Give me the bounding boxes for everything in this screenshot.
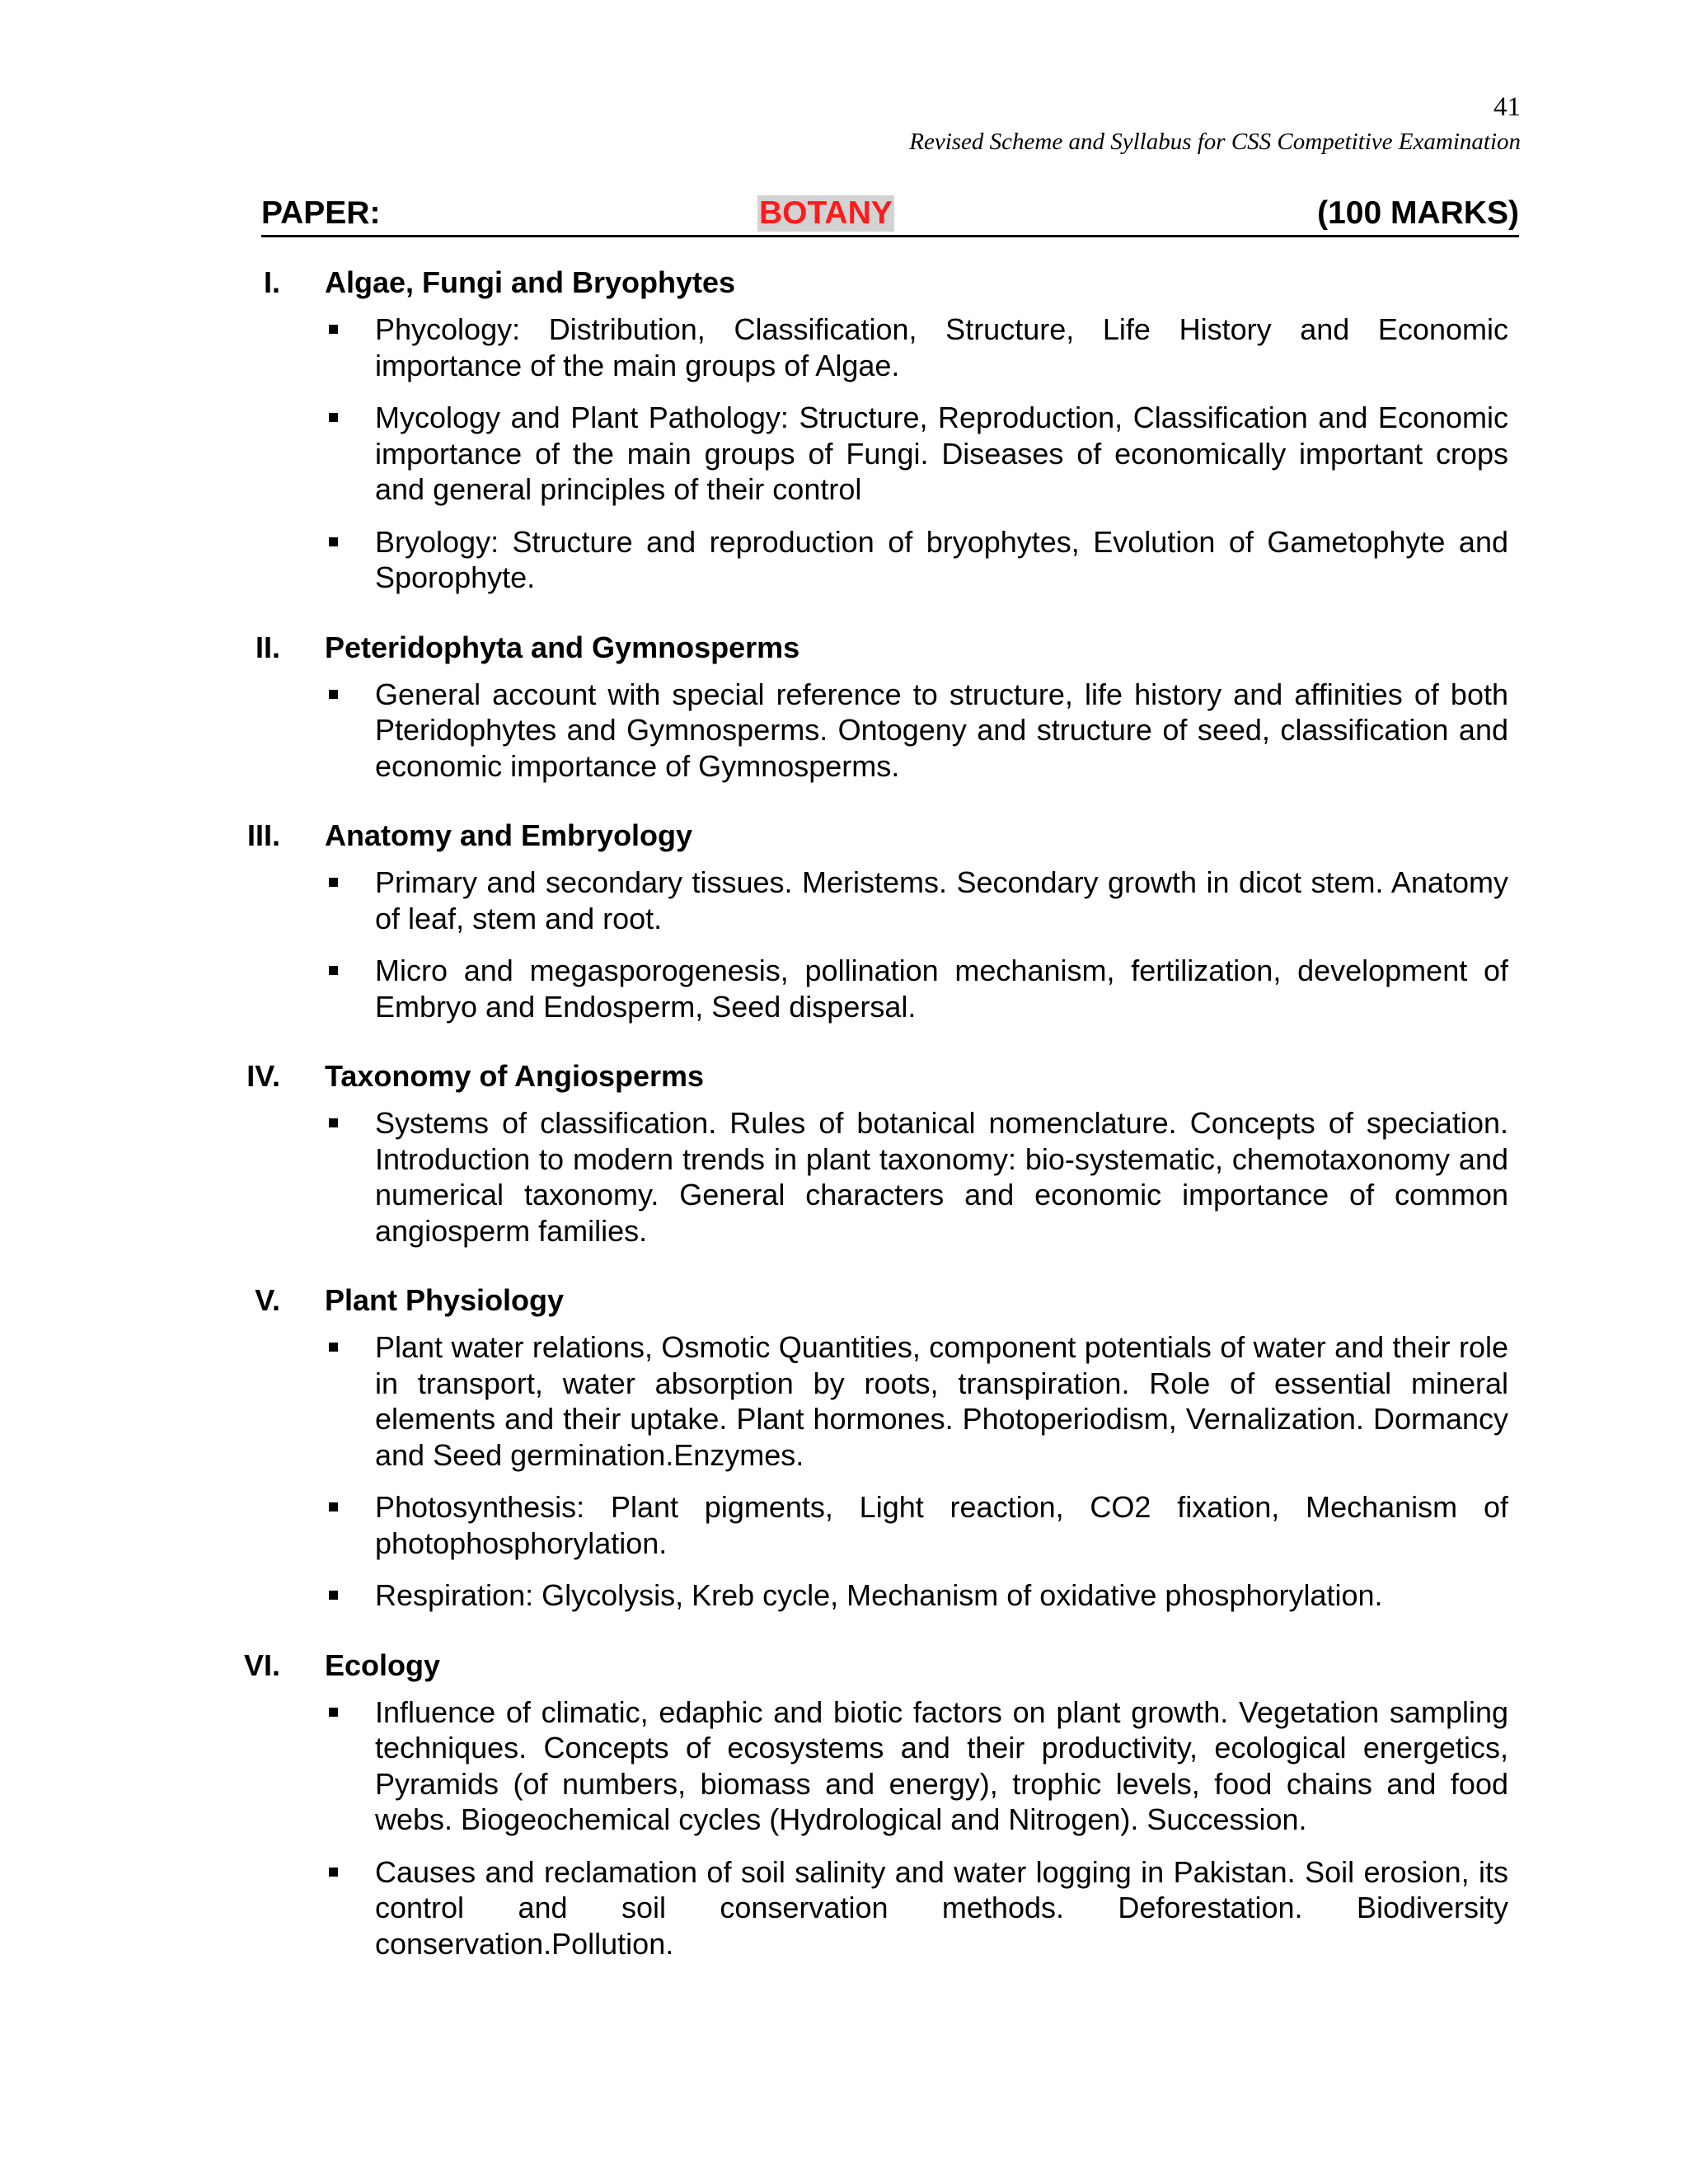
syllabus-section [239,262,1508,596]
section-title: Anatomy and Embryology [325,818,693,852]
square-bullet-icon [329,1502,338,1511]
square-bullet-icon [329,325,338,334]
section-heading [239,627,1508,668]
square-bullet-icon [329,878,338,887]
topic-text: Causes and reclamation of soil salinity and water logging in Pakistan. Soil erosion, its control and soil conservation methods. Deforestation. Biodiversity conservation.Pollution. [375,1854,1508,1961]
topic-text: General account with special reference to structure, life history and affinities of both Pteridophytes and Gymnosperms. Ontogeny and structure of seed, classification and economic importance of Gymnosperms. [375,677,1508,783]
section-title: Taxonomy of Angiosperms [325,1059,705,1093]
topic-text: Primary and secondary tissues. Meristems. Secondary growth in dicot stem. Anatomy of leaf, stem and root. [375,865,1508,935]
syllabus-section [239,815,1508,1024]
section-heading [239,1280,1508,1321]
paper-label: PAPER: [261,195,381,231]
syllabus-outline [239,262,1508,1993]
section-heading [239,815,1508,856]
topic-text: Respiration: Glycolysis, Kreb cycle, Mechanism of oxidative phosphorylation. [375,1578,1383,1612]
topic-item [239,1329,1508,1473]
section-numeral: VI. [243,1647,280,1682]
topic-item [239,400,1508,508]
section-title: Algae, Fungi and Bryophytes [325,265,736,299]
topic-text: Plant water relations, Osmotic Quantities, component potentials of water and their role in transport, water absorption by roots, transpiration. Role of essential mineral elements and their uptake. Plant hormones. Photoperiodism, Vernalization. Dormancy and Seed germination.Enzymes. [375,1330,1508,1472]
square-bullet-icon [329,1343,338,1352]
topic-item [239,312,1508,383]
topic-item [239,524,1508,596]
topic-list [239,1105,1508,1249]
square-bullet-icon [329,1708,338,1717]
section-heading [239,1645,1508,1686]
section-numeral: V. [255,1283,280,1317]
topic-text: Bryology: Structure and reproduction of bryophytes, Evolution of Gametophyte and Sporophyte. [375,524,1508,594]
section-heading [239,1056,1508,1097]
topic-item [239,1489,1508,1561]
topic-list [239,1694,1508,1962]
section-heading [239,262,1508,303]
topic-list [239,677,1508,785]
topic-item [239,1854,1508,1962]
section-numeral: I. [263,265,280,299]
square-bullet-icon [329,966,338,975]
syllabus-section [239,1056,1508,1249]
syllabus-section [239,1280,1508,1614]
topic-text: Photosynthesis: Plant pigments, Light reaction, CO2 fixation, Mechanism of photophosphorylation. [375,1490,1508,1560]
paper-title [261,192,1519,237]
topic-item [239,1105,1508,1249]
square-bullet-icon [329,1118,338,1127]
section-numeral: IV. [246,1059,280,1093]
topic-item [239,677,1508,785]
paper-marks: (100 MARKS) [1317,195,1519,231]
topic-text: Influence of climatic, edaphic and biotic factors on plant growth. Vegetation sampling techniques. Concepts of ecosystems and their productivity, ecological energetics, Pyramids (of numbers, biomass and energy), trophic levels, food chains and food webs. Biogeochemical cycles (Hydrological and Nitrogen). Succession. [375,1694,1508,1836]
square-bullet-icon [329,413,338,422]
section-title: Peteridophyta and Gymnosperms [325,630,800,664]
topic-text: Phycology: Distribution, Classification, Structure, Life History and Economic importance of the main groups of Algae. [375,312,1508,382]
square-bullet-icon [329,1868,338,1877]
topic-text: Mycology and Plant Pathology: Structure, Reproduction, Classification and Economic importance of the main groups of Fungi. Diseases of economically important crops and general principles of their control [375,401,1508,506]
topic-item [239,1577,1508,1614]
section-numeral: III. [246,818,280,852]
syllabus-section [239,1645,1508,1962]
square-bullet-icon [329,537,338,546]
paper-subject: BOTANY [759,195,893,231]
topic-text: Micro and megasporogenesis, pollination mechanism, fertilization, development of Embryo and Endosperm, Seed dispersal. [375,954,1508,1024]
topic-list [239,1329,1508,1614]
topic-item [239,953,1508,1024]
section-title: Ecology [325,1647,441,1682]
section-numeral: II. [255,630,280,664]
topic-list [239,312,1508,596]
running-header: Revised Scheme and Syllabus for CSS Competitive Examination [909,129,1521,155]
topic-list [239,865,1508,1024]
syllabus-section [239,627,1508,785]
square-bullet-icon [329,1591,338,1600]
page-number: 41 [1493,92,1521,122]
section-title: Plant Physiology [325,1283,565,1317]
square-bullet-icon [329,690,338,699]
topic-item [239,865,1508,936]
topic-text: Systems of classification. Rules of botanical nomenclature. Concepts of speciation. Introduction to modern trends in plant taxonomy: bio-systematic, chemotaxonomy and numerical taxonomy. General characters and economic importance of common angiosperm families. [375,1106,1508,1248]
topic-item [239,1694,1508,1838]
